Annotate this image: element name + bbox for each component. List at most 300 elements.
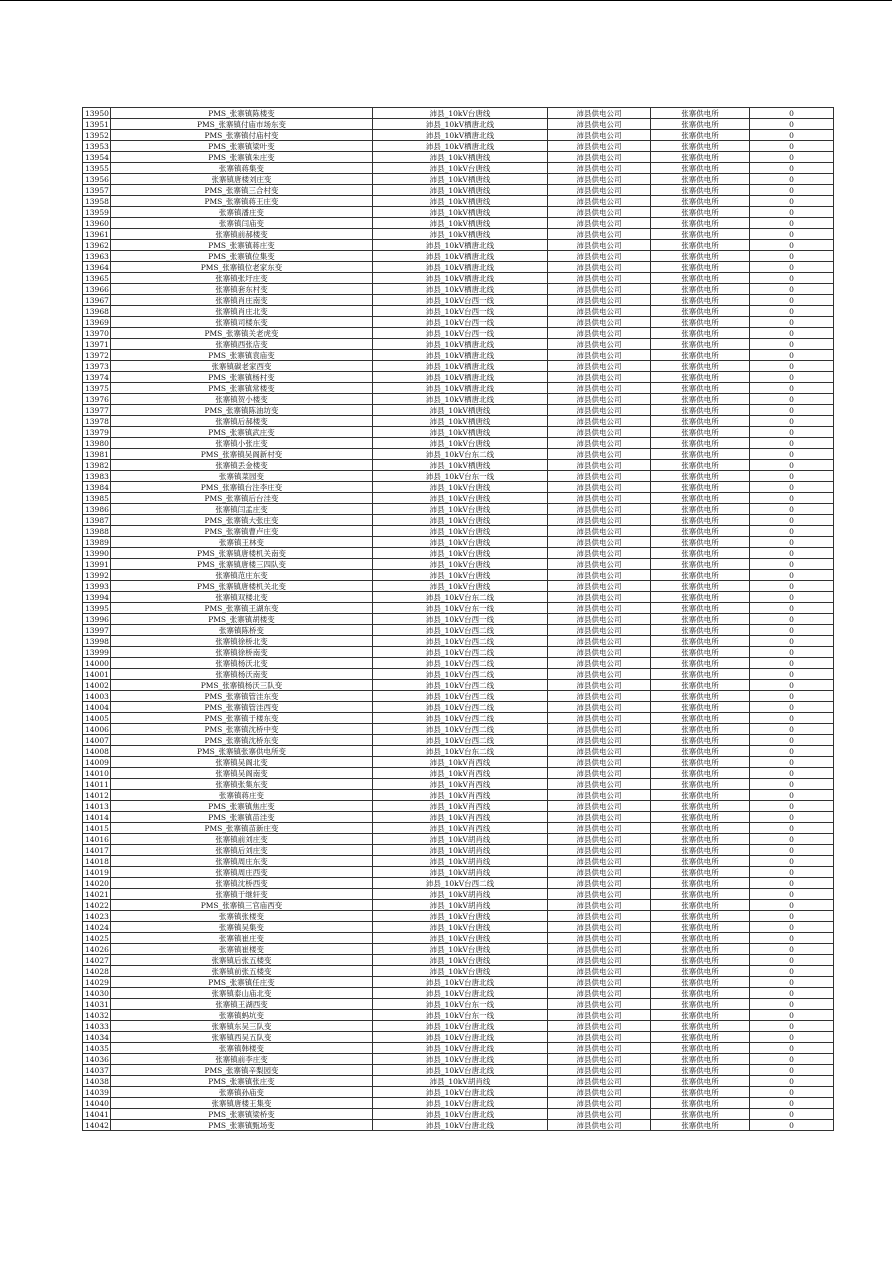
table-row [83, 526, 834, 537]
feeder-line-cell: 沛县_10kV栖唐北线 [373, 240, 548, 251]
station-cell: 张寨供电所 [651, 570, 750, 581]
company-cell: 沛县供电公司 [548, 746, 651, 757]
company-cell: 沛县供电公司 [548, 966, 651, 977]
count-cell: 0 [750, 988, 834, 999]
transformer-name-cell: 张寨镇崔楼变 [111, 944, 373, 955]
feeder-line-cell: 沛县_10kV台西二线 [373, 735, 548, 746]
transformer-name-cell: 张寨镇杨沃北变 [111, 658, 373, 669]
station-cell: 张寨供电所 [651, 878, 750, 889]
station-cell: 张寨供电所 [651, 394, 750, 405]
transformer-name-cell: 张寨镇前李庄变 [111, 1054, 373, 1065]
company-cell: 沛县供电公司 [548, 1054, 651, 1065]
transformer-name-cell: PMS_张寨镇朱庄变 [111, 152, 373, 163]
company-cell: 沛县供电公司 [548, 394, 651, 405]
station-cell: 张寨供电所 [651, 372, 750, 383]
station-cell: 张寨供电所 [651, 955, 750, 966]
count-cell: 0 [750, 867, 834, 878]
feeder-line-cell: 沛县_10kV台西二线 [373, 647, 548, 658]
station-cell: 张寨供电所 [651, 867, 750, 878]
company-cell: 沛县供电公司 [548, 559, 651, 570]
table-row [83, 592, 834, 603]
company-cell: 沛县供电公司 [548, 834, 651, 845]
row-id-cell: 14010 [83, 768, 111, 779]
station-cell: 张寨供电所 [651, 691, 750, 702]
feeder-line-cell: 沛县_10kV栖唐北线 [373, 251, 548, 262]
table-row [83, 240, 834, 251]
transformer-name-cell: PMS_张寨镇位集变 [111, 251, 373, 262]
station-cell: 张寨供电所 [651, 119, 750, 130]
table-row [83, 801, 834, 812]
feeder-line-cell: 沛县_10kV胡肖线 [373, 845, 548, 856]
count-cell: 0 [750, 163, 834, 174]
company-cell: 沛县供电公司 [548, 955, 651, 966]
company-cell: 沛县供电公司 [548, 1043, 651, 1054]
transformer-name-cell: 张寨镇后郝楼变 [111, 416, 373, 427]
feeder-line-cell: 沛县_10kV台东一线 [373, 999, 548, 1010]
row-id-cell: 13965 [83, 273, 111, 284]
station-cell: 张寨供电所 [651, 108, 750, 119]
transformer-name-cell: PMS_张寨镇台注李庄变 [111, 482, 373, 493]
count-cell: 0 [750, 977, 834, 988]
row-id-cell: 14028 [83, 966, 111, 977]
transformer-name-cell: 张寨镇西张店变 [111, 339, 373, 350]
company-cell: 沛县供电公司 [548, 372, 651, 383]
count-cell: 0 [750, 328, 834, 339]
row-id-cell: 13962 [83, 240, 111, 251]
transformer-name-cell: 张寨镇双楼北变 [111, 592, 373, 603]
transformer-name-cell: PMS_张寨镇苗新庄变 [111, 823, 373, 834]
table-row [83, 427, 834, 438]
station-cell: 张寨供电所 [651, 1021, 750, 1032]
row-id-cell: 13978 [83, 416, 111, 427]
row-id-cell: 13966 [83, 284, 111, 295]
table-row [83, 460, 834, 471]
row-id-cell: 14005 [83, 713, 111, 724]
feeder-line-cell: 沛县_10kV台东一线 [373, 1010, 548, 1021]
row-id-cell: 14009 [83, 757, 111, 768]
count-cell: 0 [750, 636, 834, 647]
station-cell: 张寨供电所 [651, 515, 750, 526]
feeder-line-cell: 沛县_10kV栖唐北线 [373, 119, 548, 130]
company-cell: 沛县供电公司 [548, 1010, 651, 1021]
feeder-line-cell: 沛县_10kV栖唐北线 [373, 262, 548, 273]
feeder-line-cell: 沛县_10kV栖唐线 [373, 174, 548, 185]
row-id-cell: 13971 [83, 339, 111, 350]
transformer-name-cell: PMS_张寨镇三官庙西变 [111, 900, 373, 911]
company-cell: 沛县供电公司 [548, 823, 651, 834]
count-cell: 0 [750, 559, 834, 570]
row-id-cell: 14007 [83, 735, 111, 746]
table-row [83, 1087, 834, 1098]
count-cell: 0 [750, 999, 834, 1010]
row-id-cell: 14035 [83, 1043, 111, 1054]
table-row [83, 295, 834, 306]
feeder-line-cell: 沛县_10kV栖唐北线 [373, 361, 548, 372]
feeder-line-cell: 沛县_10kV台西一线 [373, 317, 548, 328]
feeder-line-cell: 沛县_10kV台唐线 [373, 570, 548, 581]
row-id-cell: 13989 [83, 537, 111, 548]
row-id-cell: 13956 [83, 174, 111, 185]
row-id-cell: 14042 [83, 1120, 111, 1131]
station-cell: 张寨供电所 [651, 427, 750, 438]
table-row [83, 449, 834, 460]
row-id-cell: 13979 [83, 427, 111, 438]
feeder-line-cell: 沛县_10kV栖唐北线 [373, 383, 548, 394]
count-cell: 0 [750, 438, 834, 449]
count-cell: 0 [750, 405, 834, 416]
table-row [83, 251, 834, 262]
feeder-line-cell: 沛县_10kV栖唐北线 [373, 372, 548, 383]
transformer-name-cell: PMS_张寨镇梁桥变 [111, 1109, 373, 1120]
transformer-name-cell: PMS_张寨镇付庙村变 [111, 130, 373, 141]
feeder-line-cell: 沛县_10kV台唐线 [373, 163, 548, 174]
count-cell: 0 [750, 922, 834, 933]
transformer-name-cell: PMS_张寨镇梁叶变 [111, 141, 373, 152]
station-cell: 张寨供电所 [651, 1109, 750, 1120]
station-cell: 张寨供电所 [651, 306, 750, 317]
transformer-name-cell: PMS_张寨镇唐楼机关南变 [111, 548, 373, 559]
row-id-cell: 13994 [83, 592, 111, 603]
station-cell: 张寨供电所 [651, 273, 750, 284]
transformer-name-cell: 张寨镇西吴五队变 [111, 1032, 373, 1043]
station-cell: 张寨供电所 [651, 493, 750, 504]
row-id-cell: 13950 [83, 108, 111, 119]
transformer-name-cell: 张寨镇张圩庄变 [111, 273, 373, 284]
table-row [83, 977, 834, 988]
count-cell: 0 [750, 548, 834, 559]
company-cell: 沛县供电公司 [548, 185, 651, 196]
table-row [83, 647, 834, 658]
row-id-cell: 14017 [83, 845, 111, 856]
transformer-name-cell: PMS_张寨镇关老虎变 [111, 328, 373, 339]
company-cell: 沛县供电公司 [548, 570, 651, 581]
station-cell: 张寨供电所 [651, 779, 750, 790]
station-cell: 张寨供电所 [651, 889, 750, 900]
count-cell: 0 [750, 372, 834, 383]
count-cell: 0 [750, 339, 834, 350]
feeder-line-cell: 沛县_10kV台唐线 [373, 922, 548, 933]
transformer-name-cell: PMS_张寨镇沈桥东变 [111, 735, 373, 746]
station-cell: 张寨供电所 [651, 262, 750, 273]
row-id-cell: 13990 [83, 548, 111, 559]
transformer-name-cell: PMS_张寨镇陈油坊变 [111, 405, 373, 416]
company-cell: 沛县供电公司 [548, 1098, 651, 1109]
count-cell: 0 [750, 680, 834, 691]
table-row [83, 669, 834, 680]
table-row [83, 339, 834, 350]
feeder-line-cell: 沛县_10kV台西二线 [373, 691, 548, 702]
table-row [83, 207, 834, 218]
count-cell: 0 [750, 735, 834, 746]
station-cell: 张寨供电所 [651, 174, 750, 185]
count-cell: 0 [750, 702, 834, 713]
transformer-name-cell: PMS_张寨镇蒋王庄变 [111, 196, 373, 207]
table-row [83, 944, 834, 955]
company-cell: 沛县供电公司 [548, 1076, 651, 1087]
company-cell: 沛县供电公司 [548, 548, 651, 559]
table-row [83, 570, 834, 581]
station-cell: 张寨供电所 [651, 504, 750, 515]
count-cell: 0 [750, 746, 834, 757]
count-cell: 0 [750, 207, 834, 218]
row-id-cell: 14012 [83, 790, 111, 801]
transformer-name-cell: 张寨镇小张庄变 [111, 438, 373, 449]
company-cell: 沛县供电公司 [548, 350, 651, 361]
row-id-cell: 14041 [83, 1109, 111, 1120]
row-id-cell: 14024 [83, 922, 111, 933]
count-cell: 0 [750, 416, 834, 427]
feeder-line-cell: 沛县_10kV台西一线 [373, 328, 548, 339]
station-cell: 张寨供电所 [651, 944, 750, 955]
table-row [83, 1043, 834, 1054]
table-row [83, 658, 834, 669]
count-cell: 0 [750, 108, 834, 119]
row-id-cell: 14030 [83, 988, 111, 999]
table-row [83, 867, 834, 878]
company-cell: 沛县供电公司 [548, 1065, 651, 1076]
transformer-name-cell: 张寨镇前郝楼变 [111, 229, 373, 240]
row-id-cell: 13961 [83, 229, 111, 240]
table-row [83, 141, 834, 152]
table-row [83, 504, 834, 515]
company-cell: 沛县供电公司 [548, 526, 651, 537]
count-cell: 0 [750, 823, 834, 834]
company-cell: 沛县供电公司 [548, 911, 651, 922]
transformer-name-cell: PMS_张寨镇沈桥中变 [111, 724, 373, 735]
count-cell: 0 [750, 944, 834, 955]
transformer-name-cell: PMS_张寨镇付庙市场东变 [111, 119, 373, 130]
transformer-name-cell: PMS_张寨镇焦庄变 [111, 801, 373, 812]
company-cell: 沛县供电公司 [548, 130, 651, 141]
company-cell: 沛县供电公司 [548, 405, 651, 416]
station-cell: 张寨供电所 [651, 922, 750, 933]
count-cell: 0 [750, 394, 834, 405]
table-row [83, 625, 834, 636]
feeder-line-cell: 沛县_10kV台唐线 [373, 559, 548, 570]
station-cell: 张寨供电所 [651, 328, 750, 339]
table-row [83, 185, 834, 196]
feeder-line-cell: 沛县_10kV栖唐北线 [373, 130, 548, 141]
company-cell: 沛县供电公司 [548, 174, 651, 185]
count-cell: 0 [750, 471, 834, 482]
count-cell: 0 [750, 625, 834, 636]
station-cell: 张寨供电所 [651, 856, 750, 867]
feeder-line-cell: 沛县_10kV胡肖线 [373, 856, 548, 867]
table-row [83, 1109, 834, 1120]
station-cell: 张寨供电所 [651, 229, 750, 240]
feeder-line-cell: 沛县_10kV栖唐北线 [373, 273, 548, 284]
company-cell: 沛县供电公司 [548, 790, 651, 801]
transformer-name-cell: PMS_张寨镇甄场变 [111, 1120, 373, 1131]
row-id-cell: 13969 [83, 317, 111, 328]
company-cell: 沛县供电公司 [548, 812, 651, 823]
table-row [83, 174, 834, 185]
feeder-line-cell: 沛县_10kV台唐线 [373, 504, 548, 515]
row-id-cell: 14032 [83, 1010, 111, 1021]
transformer-name-cell: 张寨镇肖庄南变 [111, 295, 373, 306]
count-cell: 0 [750, 900, 834, 911]
row-id-cell: 13984 [83, 482, 111, 493]
station-cell: 张寨供电所 [651, 1065, 750, 1076]
count-cell: 0 [750, 317, 834, 328]
count-cell: 0 [750, 878, 834, 889]
station-cell: 张寨供电所 [651, 482, 750, 493]
table-row [83, 196, 834, 207]
count-cell: 0 [750, 119, 834, 130]
table-row [83, 812, 834, 823]
company-cell: 沛县供电公司 [548, 339, 651, 350]
company-cell: 沛县供电公司 [548, 614, 651, 625]
row-id-cell: 13959 [83, 207, 111, 218]
count-cell: 0 [750, 790, 834, 801]
row-id-cell: 14033 [83, 1021, 111, 1032]
company-cell: 沛县供电公司 [548, 691, 651, 702]
count-cell: 0 [750, 361, 834, 372]
company-cell: 沛县供电公司 [548, 889, 651, 900]
feeder-line-cell: 沛县_10kV肖西线 [373, 823, 548, 834]
station-cell: 张寨供电所 [651, 185, 750, 196]
row-id-cell: 13951 [83, 119, 111, 130]
feeder-line-cell: 沛县_10kV台唐线 [373, 944, 548, 955]
table-row [83, 493, 834, 504]
station-cell: 张寨供电所 [651, 130, 750, 141]
table-row [83, 548, 834, 559]
company-cell: 沛县供电公司 [548, 284, 651, 295]
company-cell: 沛县供电公司 [548, 361, 651, 372]
count-cell: 0 [750, 779, 834, 790]
company-cell: 沛县供电公司 [548, 493, 651, 504]
table-row [83, 1054, 834, 1065]
row-id-cell: 14016 [83, 834, 111, 845]
feeder-line-cell: 沛县_10kV台西二线 [373, 724, 548, 735]
station-cell: 张寨供电所 [651, 658, 750, 669]
row-id-cell: 14034 [83, 1032, 111, 1043]
feeder-line-cell: 沛县_10kV台唐北线 [373, 1065, 548, 1076]
company-cell: 沛县供电公司 [548, 141, 651, 152]
row-id-cell: 14037 [83, 1065, 111, 1076]
transformer-name-cell: 张寨镇周庄西变 [111, 867, 373, 878]
count-cell: 0 [750, 955, 834, 966]
feeder-line-cell: 沛县_10kV台唐线 [373, 548, 548, 559]
table-body [83, 108, 834, 1131]
row-id-cell: 13974 [83, 372, 111, 383]
row-id-cell: 13992 [83, 570, 111, 581]
table-row [83, 933, 834, 944]
station-cell: 张寨供电所 [651, 966, 750, 977]
company-cell: 沛县供电公司 [548, 438, 651, 449]
table-row [83, 471, 834, 482]
feeder-line-cell: 沛县_10kV台西二线 [373, 658, 548, 669]
row-id-cell: 13997 [83, 625, 111, 636]
table-row [83, 405, 834, 416]
count-cell: 0 [750, 933, 834, 944]
station-cell: 张寨供电所 [651, 196, 750, 207]
station-cell: 张寨供电所 [651, 724, 750, 735]
company-cell: 沛县供电公司 [548, 669, 651, 680]
transformer-name-cell: 张寨镇周庄东变 [111, 856, 373, 867]
station-cell: 张寨供电所 [651, 295, 750, 306]
feeder-line-cell: 沛县_10kV台唐北线 [373, 1021, 548, 1032]
transformer-name-cell: 张寨镇唐楼王集变 [111, 1098, 373, 1109]
row-id-cell: 13973 [83, 361, 111, 372]
count-cell: 0 [750, 504, 834, 515]
count-cell: 0 [750, 383, 834, 394]
count-cell: 0 [750, 757, 834, 768]
row-id-cell: 13977 [83, 405, 111, 416]
row-id-cell: 13987 [83, 515, 111, 526]
count-cell: 0 [750, 1065, 834, 1076]
transformer-name-cell: 张寨镇贺小楼变 [111, 394, 373, 405]
feeder-line-cell: 沛县_10kV胡肖线 [373, 834, 548, 845]
company-cell: 沛县供电公司 [548, 933, 651, 944]
count-cell: 0 [750, 262, 834, 273]
feeder-line-cell: 沛县_10kV台唐线 [373, 108, 548, 119]
transformer-name-cell: PMS_张寨镇袁庙变 [111, 350, 373, 361]
feeder-line-cell: 沛县_10kV台唐北线 [373, 1043, 548, 1054]
row-id-cell: 13980 [83, 438, 111, 449]
row-id-cell: 14023 [83, 911, 111, 922]
station-cell: 张寨供电所 [651, 1043, 750, 1054]
table-row [83, 273, 834, 284]
row-id-cell: 13955 [83, 163, 111, 174]
row-id-cell: 13953 [83, 141, 111, 152]
company-cell: 沛县供电公司 [548, 328, 651, 339]
table-row [83, 1010, 834, 1021]
company-cell: 沛县供电公司 [548, 702, 651, 713]
feeder-line-cell: 沛县_10kV胡肖线 [373, 1076, 548, 1087]
station-cell: 张寨供电所 [651, 801, 750, 812]
row-id-cell: 14038 [83, 1076, 111, 1087]
table-row [83, 1098, 834, 1109]
feeder-line-cell: 沛县_10kV台唐线 [373, 955, 548, 966]
company-cell: 沛县供电公司 [548, 152, 651, 163]
company-cell: 沛县供电公司 [548, 603, 651, 614]
company-cell: 沛县供电公司 [548, 196, 651, 207]
feeder-line-cell: 沛县_10kV台西二线 [373, 702, 548, 713]
feeder-line-cell: 沛县_10kV栖唐北线 [373, 339, 548, 350]
transformer-name-cell: 张寨镇崔庄变 [111, 933, 373, 944]
station-cell: 张寨供电所 [651, 735, 750, 746]
feeder-line-cell: 沛县_10kV栖唐线 [373, 460, 548, 471]
table-row [83, 845, 834, 856]
table-row [83, 350, 834, 361]
transformer-name-cell: 张寨镇吴阁北变 [111, 757, 373, 768]
table-row [83, 988, 834, 999]
table-row [83, 999, 834, 1010]
station-cell: 张寨供电所 [651, 834, 750, 845]
transformer-name-cell: 张寨镇后刘庄变 [111, 845, 373, 856]
table-row [83, 911, 834, 922]
transformer-name-cell: 张寨镇王湖西变 [111, 999, 373, 1010]
table-row [83, 636, 834, 647]
station-cell: 张寨供电所 [651, 790, 750, 801]
row-id-cell: 14018 [83, 856, 111, 867]
feeder-line-cell: 沛县_10kV台唐北线 [373, 1109, 548, 1120]
station-cell: 张寨供电所 [651, 548, 750, 559]
row-id-cell: 14003 [83, 691, 111, 702]
row-id-cell: 14021 [83, 889, 111, 900]
count-cell: 0 [750, 427, 834, 438]
transformer-name-cell: 张寨镇张集东变 [111, 779, 373, 790]
feeder-line-cell: 沛县_10kV肖西线 [373, 768, 548, 779]
count-cell: 0 [750, 713, 834, 724]
row-id-cell: 13998 [83, 636, 111, 647]
row-id-cell: 13981 [83, 449, 111, 460]
table-row [83, 361, 834, 372]
count-cell: 0 [750, 295, 834, 306]
table-row [83, 779, 834, 790]
company-cell: 沛县供电公司 [548, 647, 651, 658]
